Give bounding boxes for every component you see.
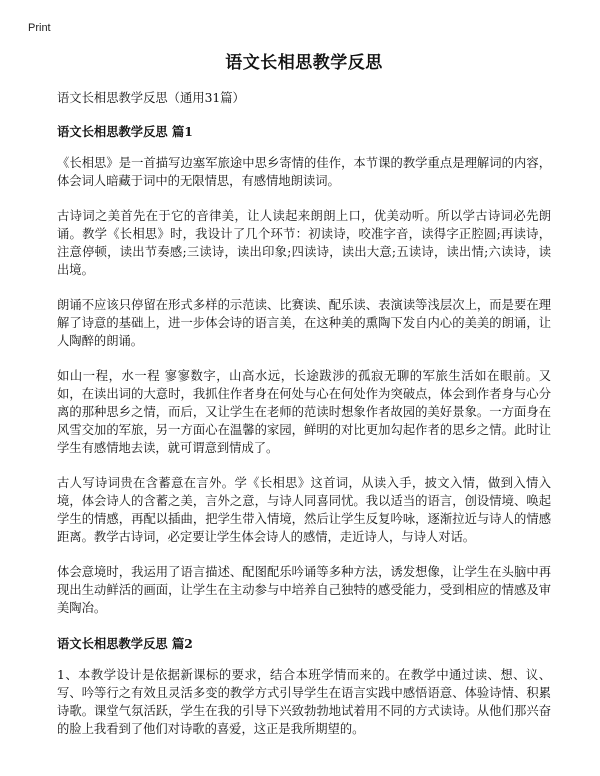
paragraph: 朗诵不应该只停留在形式多样的示范读、比赛读、配乐读、表演读等浅层次上，而是要在理解了诗意的基础上，进一步体会诗的语言美，在这种美的熏陶下发自内心的美美的朗诵，让人陶醉的朗诵。 [57,298,551,348]
section-2 [57,634,551,738]
paragraph: 古人写诗词贵在含蓄意在言外。学《长相思》这首词，从读入手，披文入情，做到入情入境，体会诗人的含蓄之美，言外之意，与诗人同喜同忧。我以适当的语言，创设情境、唤起学生的情感，再配以插曲，把学生带入情境，然后让学生反复吟咏，逐渐拉近与诗人的情感距离。教学古诗词，必定要让学生体会诗人的感情，走近诗人，与诗人对话。 [57,476,551,544]
document-page [57,48,551,755]
page-title: 语文长相思教学反思 [225,53,383,73]
section-heading: 语文长相思教学反思 篇2 [57,636,193,651]
document-subtitle: 语文长相思教学反思（通用31篇） [57,91,245,105]
section-1 [57,122,551,617]
paragraph: 如山一程，水一程 寥寥数字，山高水远，长途跋涉的孤寂无聊的军旅生活如在眼前。又如，在读出词的大意时，我抓住作者身在何处与心在何处作为突破点，体会到作者身与心分离的那种思乡之情，而后，又让学生在老师的范读时想象作者故园的美好景象。一方面身在风雪交加的军旅，另一方面心在温馨的家园，鲜明的对比更加勾起作者的思乡之情。此时让学生有感情地去读，就可谓意到情成了。 [57,369,551,455]
paragraph: 《长相思》是一首描写边塞军旅途中思乡寄情的佳作，本节课的教学重点是理解词的内容，体会词人暗藏于词中的无限情思，有感情地朗读词。 [57,156,551,188]
paragraph: 1、本教学设计是依据新课标的要求，结合本班学情而来的。在教学中通过读、想、议、写、吟等行之有效且灵活多变的教学方式引导学生在语言实践中感悟语意、体验诗情、积累诗歌。课堂气氛活跃，学生在我的引导下兴致勃勃地试着用不同的方式读诗。从他们那兴奋的脸上我看到了他们对诗歌的喜爱，这正是我所期望的。 [57,668,551,736]
paragraph: 古诗词之美首先在于它的音律美，让人读起来朗朗上口，优美动听。所以学古诗词必先朗诵。教学《长相思》时，我设计了几个环节：初读诗，咬准字音，读得字正腔圆;再读诗，注意停顿，读出节奏感;三读诗，读出印象;四读诗，读出大意;五读诗，读出情;六读诗，读出境。 [57,209,551,277]
section-heading: 语文长相思教学反思 篇1 [57,124,193,139]
print-link[interactable]: Print [28,22,51,34]
paragraph: 体会意境时，我运用了语言描述、配图配乐吟诵等多种方法，诱发想像，让学生在头脑中再现出生动鲜活的画面，让学生在主动参与中培养自己独特的感受能力，受到相应的情感及审美陶冶。 [57,565,551,615]
